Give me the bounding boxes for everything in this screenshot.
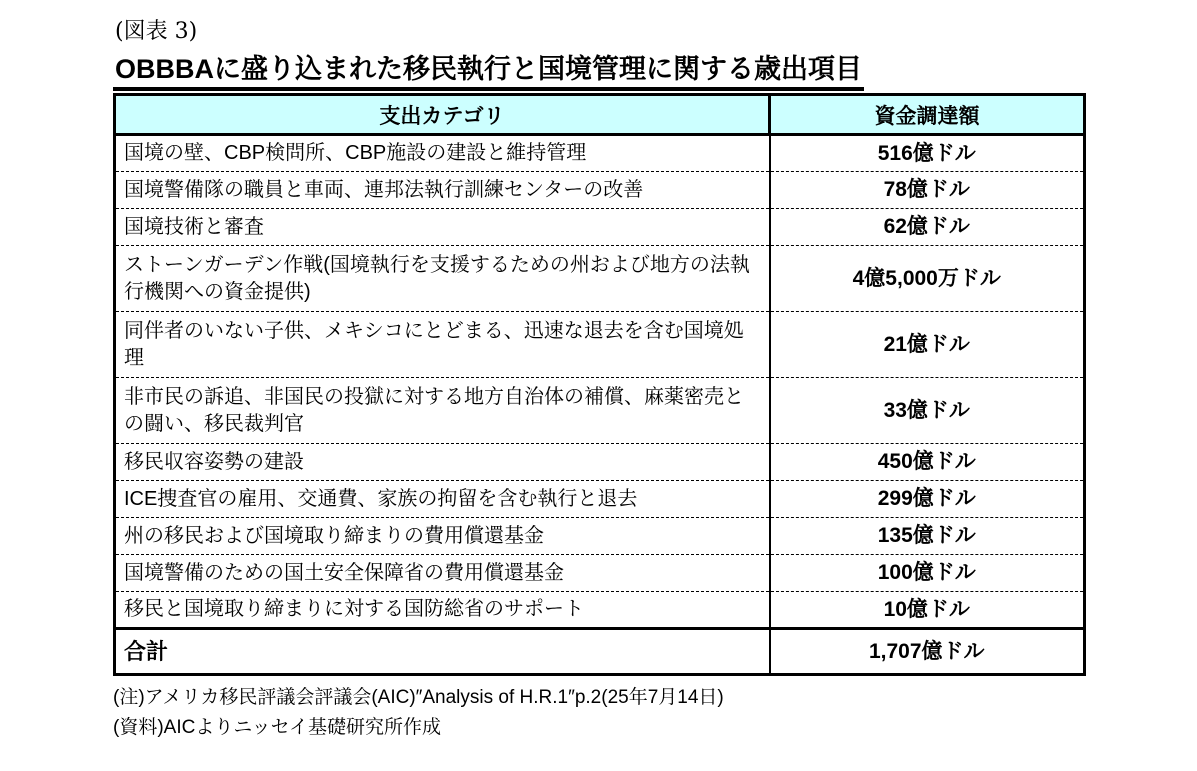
category-cell: ストーンガーデン作戦(国境執行を支援するための州および地方の法執行機関への資金提供): [115, 246, 770, 312]
spending-table: [113, 93, 1086, 676]
table-header-row: [115, 95, 1085, 135]
category-cell: 国境の壁、CBP検問所、CBP施設の建設と維持管理: [124, 142, 587, 165]
category-cell: ICE捜査官の雇用、交通費、家族の拘留を含む執行と退去: [115, 481, 770, 518]
amount-cell: 4億5,000万ドル: [770, 246, 1085, 312]
amount-cell: 78億ドル: [770, 172, 1085, 209]
table-row: [115, 555, 1085, 592]
table-row: [115, 444, 1085, 481]
table-row: [115, 172, 1085, 209]
total-amount: 1,707億ドル: [770, 629, 1085, 675]
table-row: [115, 592, 1085, 629]
category-cell: 移民と国境取り締まりに対する国防総省のサポート: [115, 592, 770, 629]
category-cell: 国境警備のための国土安全保障省の費用償還基金: [115, 555, 770, 592]
table-total-row: [115, 629, 1085, 675]
column-header-category: 支出カテゴリ: [115, 95, 770, 135]
table-row: [115, 209, 1085, 246]
total-label: 合計: [115, 629, 770, 675]
table-row: [115, 378, 1085, 444]
footnotes: [113, 683, 1197, 742]
amount-cell: 299億ドル: [770, 481, 1085, 518]
column-header-amount: 資金調達額: [770, 95, 1085, 135]
table-row: [115, 312, 1085, 378]
amount-cell: 21億ドル: [770, 312, 1085, 378]
category-cell: 移民収容姿勢の建設: [115, 444, 770, 481]
table-row: [115, 135, 1085, 172]
category-cell: 州の移民および国境取り締まりの費用償還基金: [115, 518, 770, 555]
table-row: [115, 518, 1085, 555]
amount-cell: 135億ドル: [770, 518, 1085, 555]
footnote-credit: (資料)AICよりニッセイ基礎研究所作成: [113, 716, 441, 738]
category-cell: 国境技術と審査: [115, 209, 770, 246]
figure-label: (図表 3): [115, 19, 198, 44]
amount-cell: 450億ドル: [770, 444, 1085, 481]
amount-cell: 62億ドル: [770, 209, 1085, 246]
footnote-source: (注)アメリカ移民評議会評議会(AIC)″Analysis of H.R.1″p.2(25年7月14日): [113, 687, 724, 709]
amount-cell: 516億ドル: [770, 135, 1085, 172]
table-row: [115, 481, 1085, 518]
amount-cell: 100億ドル: [770, 555, 1085, 592]
category-cell: 非市民の訴追、非国民の投獄に対する地方自治体の補償、麻薬密売との闘い、移民裁判官: [115, 378, 770, 444]
table-row: [115, 246, 1085, 312]
figure-title: OBBBAに盛り込まれた移民執行と国境管理に関する歳出項目: [113, 53, 864, 91]
amount-cell: 33億ドル: [770, 378, 1085, 444]
category-cell: 国境警備隊の職員と車両、連邦法執行訓練センターの改善: [115, 172, 770, 209]
category-cell: 同伴者のいない子供、メキシコにとどまる、迅速な退去を含む国境処理: [115, 312, 770, 378]
amount-cell: 10億ドル: [770, 592, 1085, 629]
